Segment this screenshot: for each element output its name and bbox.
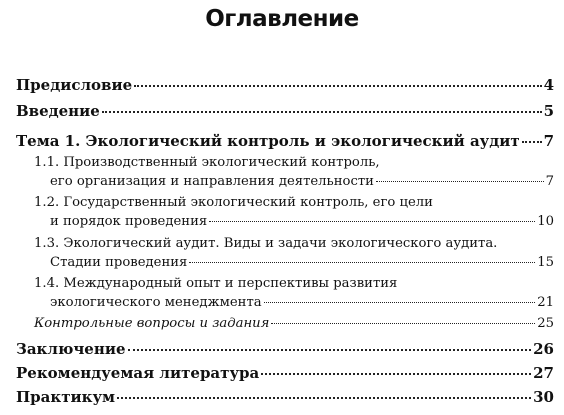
toc-entry-practicum[interactable] xyxy=(16,388,554,406)
toc-entry-label: Предисловие xyxy=(16,76,133,94)
leader-dots xyxy=(522,141,542,143)
toc-entry-label: Введение xyxy=(16,102,100,120)
leader-dots xyxy=(264,302,536,303)
toc-page-number: 7 xyxy=(545,174,554,189)
toc-entry-label: Стадии проведения xyxy=(50,255,188,270)
leader-dots xyxy=(271,323,535,324)
toc-entry-conclusion[interactable] xyxy=(16,340,554,358)
toc-entry-1-2-line1[interactable]: 1.2. Государственный экологический контроль, его цели xyxy=(34,195,433,210)
toc-page-number: 27 xyxy=(533,364,554,382)
toc-page-number: 7 xyxy=(543,132,554,150)
toc-entry-label: Контрольные вопросы и задания xyxy=(34,316,270,331)
toc-entry-topic-1[interactable] xyxy=(16,132,554,150)
leader-dots xyxy=(117,397,531,399)
leader-dots xyxy=(376,181,544,182)
toc-page-number: 21 xyxy=(537,295,554,310)
toc-entry-1-3-line1[interactable]: 1.3. Экологический аудит. Виды и задачи экологического аудита. xyxy=(34,236,498,251)
toc-entry-introduction[interactable] xyxy=(16,102,554,120)
leader-dots xyxy=(134,85,541,87)
leader-dots xyxy=(189,262,535,263)
leader-dots xyxy=(261,373,531,375)
toc-entry-label: его организация и направления деятельности xyxy=(50,174,374,189)
toc-page-number: 4 xyxy=(543,76,554,94)
toc-entry-1-2[interactable] xyxy=(50,214,554,229)
toc-entry-1-4[interactable] xyxy=(50,295,554,310)
toc-entry-label: и порядок проведения xyxy=(50,214,208,229)
toc-entry-label: Практикум xyxy=(16,388,116,406)
leader-dots xyxy=(209,221,535,222)
leader-dots xyxy=(102,111,542,113)
toc-page-number: 15 xyxy=(537,255,554,270)
toc-entry-1-1[interactable] xyxy=(50,174,554,189)
toc-entry-label: экологического менеджмента xyxy=(50,295,262,310)
toc-entry-label: Тема 1. Экологический контроль и экологический аудит xyxy=(16,132,520,150)
toc-page-number: 26 xyxy=(533,340,554,358)
toc-entry-preface[interactable] xyxy=(16,76,554,94)
toc-entry-recommended-literature[interactable] xyxy=(16,364,554,382)
page-title: Оглавление xyxy=(205,6,359,32)
toc-page-number: 30 xyxy=(533,388,554,406)
toc-page-number: 5 xyxy=(543,102,554,120)
toc-page-number: 25 xyxy=(537,316,554,331)
toc-entry-1-1-line1[interactable]: 1.1. Производственный экологический контроль, xyxy=(34,155,380,170)
toc-page-number: 10 xyxy=(537,214,554,229)
toc-entry-label: Заключение xyxy=(16,340,126,358)
toc-entry-review-questions[interactable] xyxy=(34,316,554,331)
toc-entry-1-3[interactable] xyxy=(50,255,554,270)
toc-entry-label: Рекомендуемая литература xyxy=(16,364,260,382)
leader-dots xyxy=(128,349,532,351)
toc-entry-1-4-line1[interactable]: 1.4. Международный опыт и перспективы развития xyxy=(34,276,398,291)
